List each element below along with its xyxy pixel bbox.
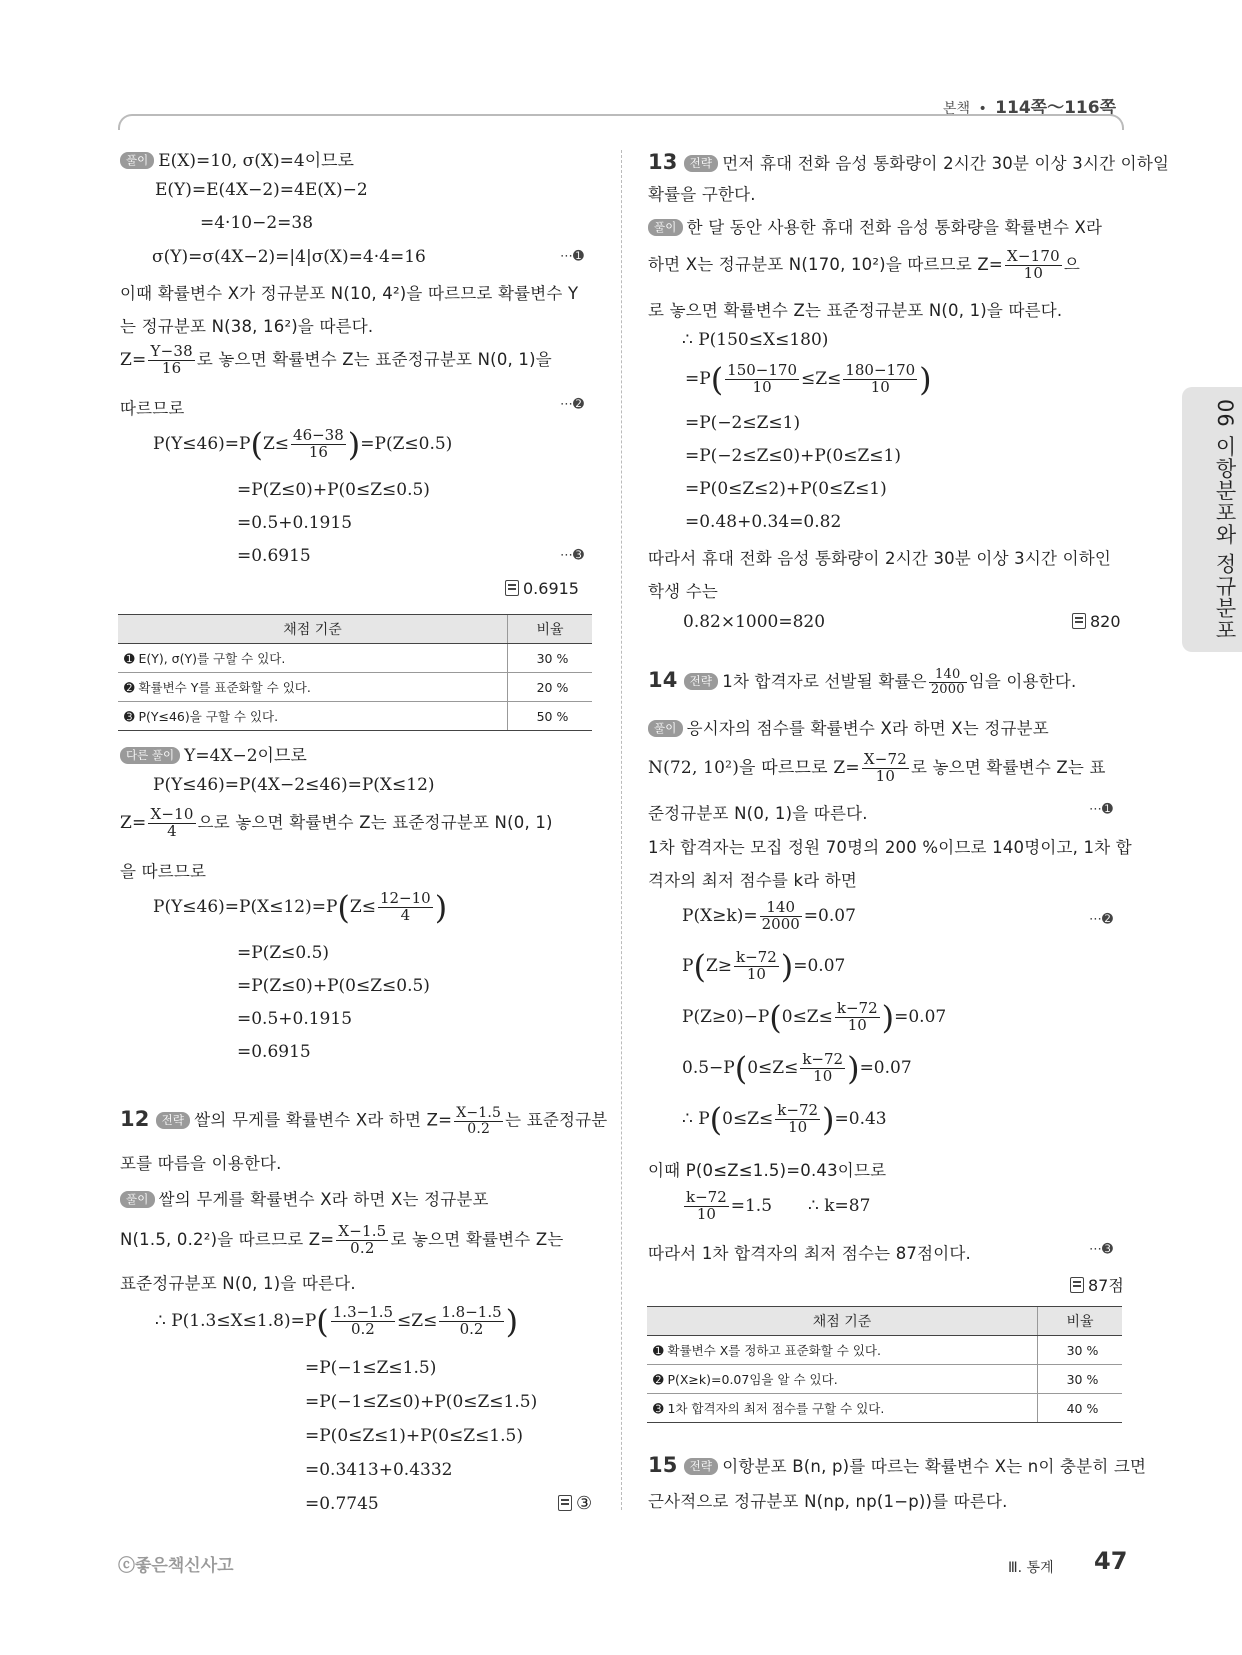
problem-number: 12 — [120, 1106, 150, 1131]
problem-14-equation: P(X≥k)= $\frac{140}{2000}$ =0.07 — [682, 898, 856, 933]
answer: 0.6915 — [505, 579, 579, 598]
problem-14-equation: P(Z≥0)−P(0≤Z≤ $\frac{k-72}{10}$ )=0.07 — [682, 998, 947, 1037]
table-row: ➌ 1차 합격자의 최저 점수를 구할 수 있다. 40 % — [647, 1394, 1122, 1423]
grading-table — [118, 614, 592, 731]
problem-12-line: =P(−1≤Z≤1.5) — [305, 1358, 437, 1378]
text-line: 로 놓으면 확률변수 Z는 표준정규분포 N(0, 1)을 따른다. — [648, 301, 1063, 320]
header-dot: • — [978, 101, 987, 117]
problem-12-line: =P(0≤Z≤1)+P(0≤Z≤1.5) — [305, 1426, 523, 1446]
problem-number: 14 — [648, 668, 678, 692]
page-number: 47 — [1094, 1547, 1128, 1575]
step-marker-1: ⋯➊ — [560, 249, 584, 264]
alt-line: =0.5+0.1915 — [237, 1009, 353, 1029]
step-marker-2: ⋯➋ — [1089, 912, 1113, 927]
strategy-tag: 전략 — [684, 155, 719, 172]
problem-number: 13 — [648, 150, 678, 174]
table-row: ➊ E(Y), σ(Y)를 구할 수 있다. 30 % — [118, 644, 592, 673]
text-line: 이때 P(0≤Z≤1.5)=0.43이므로 — [648, 1161, 887, 1180]
problem-13-line: =P(−2≤Z≤1) — [685, 413, 801, 433]
alt-solution-intro: 다른 풀이 Y=4X−2이므로 — [120, 741, 307, 766]
alt-line: P(Y≤46)=P(X≤12)=P(Z≤ $\frac{12-10}{4}$ ) — [153, 888, 448, 927]
problem-14-equation: 0.5−P(0≤Z≤ $\frac{k-72}{10}$ )=0.07 — [682, 1049, 912, 1088]
sd-line: σ(Y)=σ(4X−2)=|4|σ(X)=4·4=16 — [152, 247, 426, 267]
alt-line: =P(Z≤0.5) — [237, 943, 330, 963]
text-line: 을 따르므로 — [120, 862, 207, 881]
text-line: 준정규분포 N(0, 1)을 따른다. — [648, 804, 868, 823]
step-marker-1: ⋯➊ — [1089, 802, 1113, 817]
probability-line: =0.6915 — [237, 546, 311, 566]
problem-12-line: =0.7745 — [305, 1494, 379, 1514]
expectation-value: =4·10−2=38 — [200, 213, 314, 233]
strategy-tag: 전략 — [156, 1112, 191, 1129]
problem-14-solution: 풀이 응시자의 점수를 확률변수 X라 하면 X는 정규분포 — [648, 715, 1049, 739]
problem-12-line: =0.3413+0.4332 — [305, 1460, 453, 1480]
table-row: ➋ 확률변수 Y를 표준화할 수 있다. 20 % — [118, 673, 592, 702]
text-line: 이때 확률변수 X가 정규분포 N(10, 4²)을 따르므로 확률변수 Y — [120, 284, 579, 303]
problem-15-strategy: 15 전략 이항분포 B(n, p)를 따르는 확률변수 X는 n이 충분히 크면 — [648, 1453, 1147, 1477]
problem-13-equation: =P( $\frac{150-170}{10}$ ≤Z≤ $\frac{180-170}{10}$ ) — [685, 360, 932, 399]
problem-13-line: =P(−2≤Z≤0)+P(0≤Z≤1) — [685, 446, 902, 466]
problem-13-line: 하면 X는 정규분포 N(170, 10²)을 따르므로 Z= $\frac{X-170}{10}$ 으 — [648, 247, 1080, 282]
problem-13-strategy: 13 전략 먼저 휴대 전화 음성 통화량이 2시간 30분 이상 3시간 이하일 — [648, 150, 1170, 174]
solution-tag: 풀이 — [120, 152, 154, 169]
problem-12-equation: ∴ P(1.3≤X≤1.8)=P( $\frac{1.3-1.5}{0.2}$ ≤Z≤ $\frac{1.8-1.5}{0.2}$ ) — [155, 1302, 519, 1341]
problem-13-line: =0.48+0.34=0.82 — [685, 512, 842, 532]
standardize-line: Z= $\frac{Y-38}{16}$ 로 놓으면 확률변수 Z는 표준정규분포 N(0, 1)을 — [120, 342, 552, 377]
left-solution-intro: 풀이 E(X)=10, σ(X)=4이므로 — [120, 146, 354, 171]
text-line: 포를 따름을 이용한다. — [120, 1154, 282, 1173]
grading-header-criteria: 채점 기준 — [118, 615, 508, 644]
problem-13-line: =P(0≤Z≤2)+P(0≤Z≤1) — [685, 479, 887, 499]
text-line: 1차 합격자는 모집 정원 70명의 200 %이므로 140명이고, 1차 합 — [648, 838, 1132, 857]
answer-icon — [1072, 613, 1086, 629]
problem-14-strategy: 14 전략 1차 합격자로 선발될 확률은 $\frac{140}{2000}$ 임을 이용한다. — [648, 667, 1077, 697]
problem-14-equation: ∴ P(0≤Z≤ $\frac{k-72}{10}$ )=0.43 — [682, 1100, 887, 1139]
text-line: 확률을 구한다. — [648, 185, 756, 204]
strategy-tag: 전략 — [684, 673, 719, 690]
problem-12-line: N(1.5, 0.2²)을 따르므로 Z= $\frac{X-1.5}{0.2}$ 로 놓으면 확률변수 Z는 — [120, 1222, 564, 1257]
publisher-logo: ⓒ좋은책신사고 — [118, 1556, 234, 1576]
answer: 87점 — [1070, 1273, 1124, 1296]
grading-header-ratio: 비율 — [1038, 1307, 1123, 1336]
solution-tag: 풀이 — [120, 1191, 155, 1208]
text-line: 는 정규분포 N(38, 16²)을 따른다. — [120, 317, 374, 336]
problem-14-equation: P(Z≥ $\frac{k-72}{10}$ )=0.07 — [682, 947, 846, 986]
problem-14-equation: $\frac{k-72}{10}$ =1.5 ∴ k=87 — [686, 1188, 871, 1223]
problem-12-strategy: 12 전략 쌀의 무게를 확률변수 X라 하면 Z= $\frac{X-1.5}{0.2}$ 는 표준정규분 — [120, 1105, 608, 1137]
probability-line: P(Y≤46)=P(Z≤ $\frac{46-38}{16}$ )=P(Z≤0.5) — [153, 425, 453, 464]
header-book: 본책 — [942, 101, 970, 117]
text-line: 따르므로 — [120, 399, 185, 418]
alt-line: =0.6915 — [237, 1042, 311, 1062]
alt-standardize-line: Z= $\frac{X-10}{4}$ 으로 놓으면 확률변수 Z는 표준정규분포 N(0, 1) — [120, 805, 553, 840]
alt-line: P(Y≤46)=P(4X−2≤46)=P(X≤12) — [153, 775, 435, 795]
grading-table — [647, 1306, 1122, 1423]
table-row: ➊ 확률변수 X를 정하고 표준화할 수 있다. 30 % — [647, 1336, 1122, 1365]
side-tab-label: 06 이항분포와 정규분포 — [1213, 399, 1237, 642]
problem-14-line: N(72, 10²)을 따르므로 Z= $\frac{X-72}{10}$ 로 놓으면 확률변수 Z는 표 — [648, 750, 1106, 785]
solution-tag: 풀이 — [648, 219, 683, 236]
strategy-tag: 전략 — [684, 1458, 719, 1475]
problem-13-equation: ∴ P(150≤X≤180) — [682, 330, 829, 350]
footer-chapter: Ⅲ. 통계 — [1008, 1560, 1054, 1576]
answer-icon — [1070, 1277, 1084, 1293]
step-marker-2: ⋯➋ — [560, 397, 584, 412]
answer-icon — [505, 580, 519, 596]
text-line: 격자의 최저 점수를 k라 하면 — [648, 871, 858, 890]
problem-13-solution: 풀이 한 달 동안 사용한 휴대 전화 음성 통화량을 확률변수 X라 — [648, 214, 1102, 238]
text-line: 근사적으로 정규분포 N(np, np(1−p))를 따른다. — [648, 1492, 1008, 1511]
problem-number: 15 — [648, 1453, 678, 1477]
probability-line: =0.5+0.1915 — [237, 513, 353, 533]
column-divider — [621, 150, 622, 1510]
step-marker-3: ⋯➌ — [560, 548, 584, 563]
alt-line: =P(Z≤0)+P(0≤Z≤0.5) — [237, 976, 430, 996]
grading-header-criteria: 채점 기준 — [647, 1307, 1038, 1336]
header-rule — [118, 114, 1124, 130]
problem-13-final: 0.82×1000=820 — [683, 612, 826, 632]
table-row: ➋ P(X≥k)=0.07임을 알 수 있다. 30 % — [647, 1365, 1122, 1394]
text-line: 표준정규분포 N(0, 1)을 따른다. — [120, 1274, 356, 1293]
text-line: 따라서 휴대 전화 음성 통화량이 2시간 30분 이상 3시간 이하인 — [648, 549, 1111, 568]
grading-header-ratio: 비율 — [508, 615, 593, 644]
problem-12-line: =P(−1≤Z≤0)+P(0≤Z≤1.5) — [305, 1392, 538, 1412]
probability-line: =P(Z≤0)+P(0≤Z≤0.5) — [237, 480, 430, 500]
alt-solution-tag: 다른 풀이 — [120, 747, 180, 764]
answer: ③ — [558, 1493, 592, 1514]
expectation-line: E(Y)=E(4X−2)=4E(X)−2 — [155, 180, 368, 200]
table-row: ➌ P(Y≤46)을 구할 수 있다. 50 % — [118, 702, 592, 731]
solution-tag: 풀이 — [648, 720, 683, 737]
side-tab[interactable] — [1182, 387, 1242, 652]
header-pages: 114쪽～116쪽 — [995, 98, 1116, 118]
problem-12-solution: 풀이 쌀의 무게를 확률변수 X라 하면 X는 정규분포 — [120, 1186, 489, 1210]
step-marker-3: ⋯➌ — [1089, 1242, 1113, 1257]
answer: 820 — [1072, 612, 1121, 631]
text-line: 학생 수는 — [648, 582, 719, 601]
text-line: 따라서 1차 합격자의 최저 점수는 87점이다. — [648, 1244, 971, 1263]
answer-icon — [558, 1495, 572, 1511]
